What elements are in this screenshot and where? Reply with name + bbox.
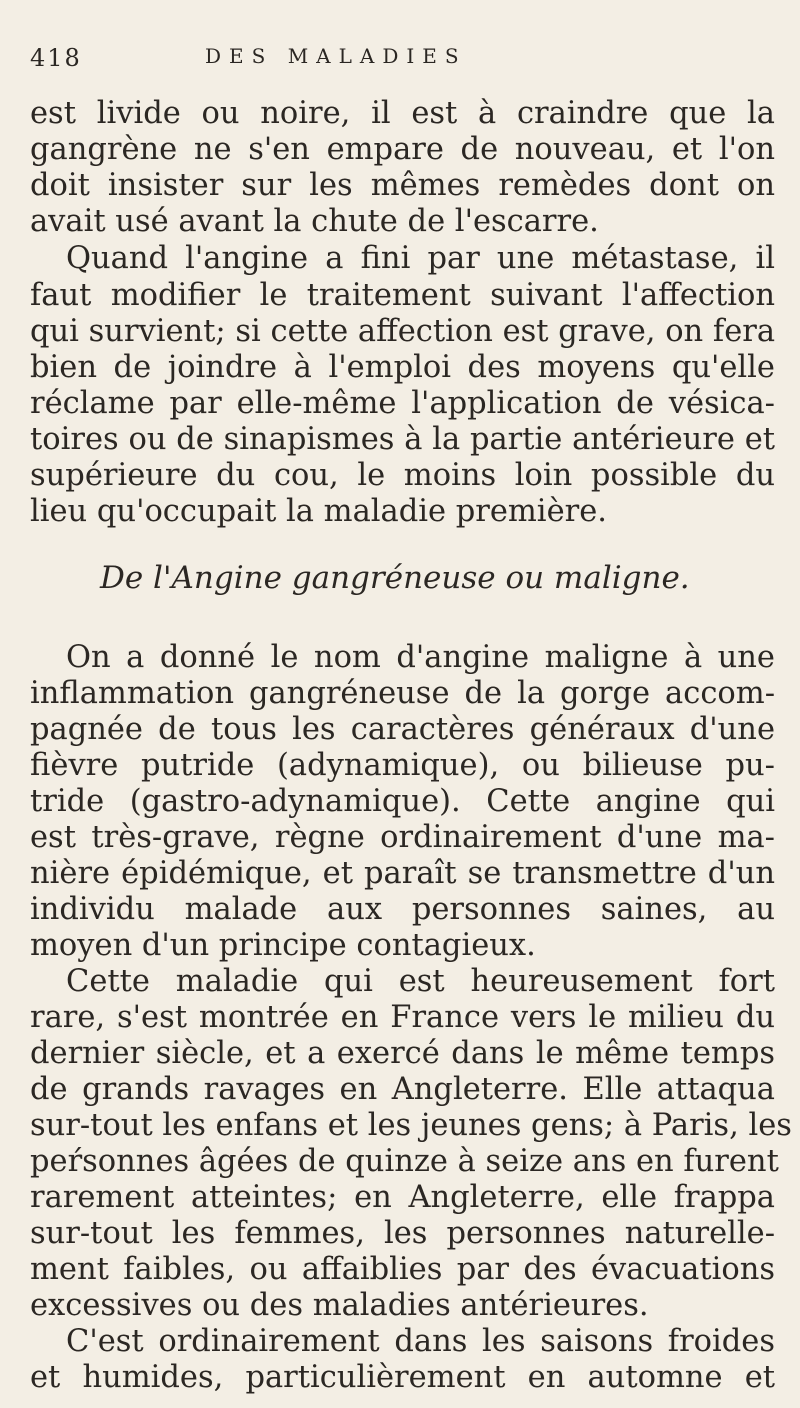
text-line: supérieure du cou, le moins loin possible du	[30, 458, 775, 493]
text-line: pagnée de tous les caractères généraux d'une	[30, 712, 775, 747]
page-number: 418	[30, 44, 82, 72]
text-line: excessives ou des maladies antérieures.	[30, 1288, 649, 1323]
text-line: rarement atteintes; en Angleterre, elle frappa	[30, 1180, 775, 1215]
section-heading: De l'Angine gangréneuse ou maligne.	[100, 560, 690, 596]
text-line: sur-tout les enfans et les jeunes gens; à Paris, les	[30, 1108, 792, 1143]
text-line: bien de joindre à l'emploi des moyens qu'elle	[30, 350, 775, 385]
text-line: fièvre putride (adynamique), ou bilieuse pu-	[30, 748, 775, 783]
text-line: ment faibles, ou affaiblies par des évacuations	[30, 1252, 775, 1287]
text-line: qui survient; si cette affection est grave, on fera	[30, 314, 776, 349]
text-line: rare, s'est montrée en France vers le milieu du	[30, 1000, 775, 1035]
text-line: est très-grave, règne ordinairement d'une ma-	[30, 820, 775, 855]
text-line: individu malade aux personnes saines, au	[30, 892, 775, 927]
text-line: est livide ou noire, il est à craindre que la	[30, 96, 775, 131]
text-line: C'est ordinairement dans les saisons froides	[66, 1324, 775, 1359]
text-line: de grands ravages en Angleterre. Elle attaqua	[30, 1072, 775, 1107]
text-line: moyen d'un principe contagieux.	[30, 928, 536, 963]
text-line: doit insister sur les mêmes remèdes dont on	[30, 168, 775, 203]
text-line: Quand l'angine a fini par une métastase, il	[66, 241, 775, 276]
text-line: inflammation gangréneuse de la gorge accom-	[30, 676, 775, 711]
text-line: peŕsonnes âgées de quinze à seize ans en furent	[30, 1144, 779, 1179]
text-line: dernier siècle, et a exercé dans le même temps	[30, 1036, 775, 1071]
running-header	[30, 44, 770, 84]
text-line: réclame par elle-même l'application de vésica-	[30, 386, 775, 421]
text-line: et humides, particulièrement en automne et	[30, 1360, 775, 1395]
text-line: tride (gastro-adynamique). Cette angine qui	[30, 784, 775, 819]
running-title: DES MALADIES	[205, 44, 467, 68]
text-line: nière épidémique, et paraît se transmettre d'un	[30, 856, 775, 891]
text-line: gangrène ne s'en empare de nouveau, et l'on	[30, 132, 775, 167]
text-line: faut modifier le traitement suivant l'affection	[30, 278, 775, 313]
text-line: sur-tout les femmes, les personnes naturelle-	[30, 1216, 775, 1251]
text-line: Cette maladie qui est heureusement fort	[66, 964, 775, 999]
text-line: avait usé avant la chute de l'escarre.	[30, 204, 599, 239]
text-line: lieu qu'occupait la maladie première.	[30, 494, 607, 529]
text-line: On a donné le nom d'angine maligne à une	[66, 640, 775, 675]
text-line: toires ou de sinapismes à la partie antérieure et	[30, 422, 775, 457]
